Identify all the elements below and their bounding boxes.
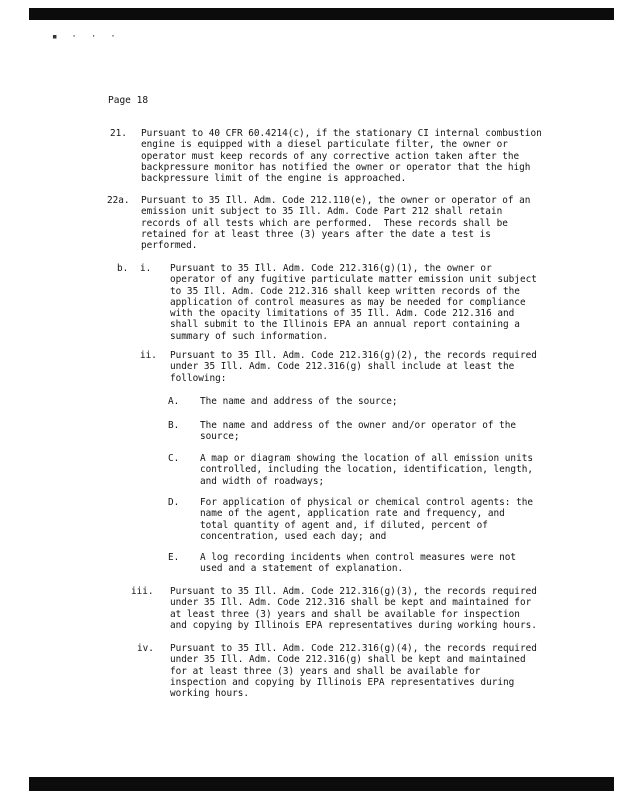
- paragraph-iii: [170, 586, 537, 631]
- text-line: source;: [200, 431, 240, 443]
- paragraph-D: [200, 497, 533, 542]
- text-line: engine is equipped with a diesel particulate filter, the owner or: [141, 139, 508, 151]
- text-line: to 35 Ill. Adm. Code 212.316 shall keep written records of the: [170, 285, 520, 297]
- text-line: total quantity of agent and, if diluted, percent of: [200, 519, 488, 531]
- item-label-iv: iv.: [137, 643, 154, 654]
- text-line: backpressure limit of the engine is approached.: [141, 173, 407, 185]
- item-label-A: A.: [168, 396, 180, 407]
- item-label-B: B.: [168, 420, 180, 431]
- paragraph-B: [200, 420, 516, 443]
- text-line: Pursuant to 40 CFR 60.4214(c), if the stationary CI internal combustion: [141, 128, 542, 139]
- paragraph-b-i: [170, 263, 537, 342]
- text-line: under 35 Ill. Adm. Code 212.316(g) shall include at least the: [170, 361, 515, 373]
- scan-edge-top: [29, 8, 614, 20]
- text-line: retained for at least three (3) years after the date a test is: [141, 228, 491, 240]
- text-line: operator of any fugitive particulate matter emission unit subject: [170, 274, 537, 286]
- text-line: For application of physical or chemical control agents: the: [200, 497, 534, 508]
- text-line: with the opacity limitations of 35 Ill. Adm. Code 212.316 and: [170, 308, 515, 320]
- paragraph-iv: [170, 643, 537, 699]
- scan-edge-bottom: [29, 777, 614, 791]
- text-line: and width of roadways;: [200, 475, 325, 487]
- item-label-21: 21.: [110, 128, 127, 139]
- text-line: used and a statement of explanation.: [200, 563, 404, 575]
- text-line: at least three (3) years and shall be available for inspection: [170, 608, 520, 620]
- text-line: backpressure monitor has notified the owner or operator that the high: [141, 161, 531, 173]
- text-line: under 35 Ill. Adm. Code 212.316(g) shall be kept and maintained: [170, 654, 526, 666]
- text-line: A map or diagram showing the location of all emission units: [200, 453, 534, 464]
- text-line: emission unit subject to 35 Ill. Adm. Code Part 212 shall retain: [141, 206, 503, 218]
- text-line: Pursuant to 35 Ill. Adm. Code 212.316(g)(4), the records required: [170, 643, 537, 654]
- text-line: summary of such information.: [170, 330, 329, 342]
- text-line: and copying by Illinois EPA representatives during working hours.: [170, 619, 537, 631]
- text-line: Pursuant to 35 Ill. Adm. Code 212.110(e), the owner or operator of an: [141, 195, 531, 206]
- paragraph-22a: [141, 195, 530, 251]
- text-line: Pursuant to 35 Ill. Adm. Code 212.316(g)(1), the owner or: [170, 263, 492, 274]
- paragraph-E: [200, 552, 516, 575]
- page-number: Page 18: [108, 95, 149, 106]
- paragraph-ii: [170, 350, 537, 384]
- text-line: operator must keep records of any corrective action taken after the: [141, 150, 520, 162]
- text-line: inspection and copying by Illinois EPA representatives during: [170, 676, 515, 688]
- paragraph-21: [141, 128, 542, 184]
- text-line: The name and address of the source;: [200, 396, 398, 407]
- paragraph-A: [200, 396, 398, 407]
- text-line: Pursuant to 35 Ill. Adm. Code 212.316(g)(2), the records required: [170, 350, 537, 361]
- item-label-C: C.: [168, 453, 180, 464]
- text-line: controlled, including the location, identification, length,: [200, 464, 534, 476]
- text-line: under 35 Ill. Adm. Code 212.316 shall be kept and maintained for: [170, 597, 532, 609]
- item-label-ii: ii.: [140, 350, 157, 361]
- text-line: following:: [170, 372, 227, 384]
- text-line: Pursuant to 35 Ill. Adm. Code 212.316(g)(3), the records required: [170, 586, 537, 597]
- item-label-E: E.: [168, 552, 180, 563]
- text-line: performed.: [141, 240, 198, 252]
- item-label-D: D.: [168, 497, 180, 508]
- text-line: working hours.: [170, 688, 250, 700]
- scan-specks: ▪···: [52, 32, 130, 42]
- item-label-b-i: i.: [140, 263, 152, 274]
- text-line: records of all tests which are performed. These records shall be: [141, 217, 508, 229]
- text-line: concentration, used each day; and: [200, 530, 387, 542]
- text-line: name of the agent, application rate and frequency, and: [200, 508, 505, 520]
- text-line: for at least three (3) years and shall be available for: [170, 665, 481, 677]
- text-line: The name and address of the owner and/or operator of the: [200, 420, 517, 431]
- text-line: A log recording incidents when control measures were not: [200, 552, 517, 563]
- text-line: shall submit to the Illinois EPA an annual report containing a: [170, 319, 520, 331]
- text-line: application of control measures as may be needed for compliance: [170, 296, 526, 308]
- item-label-b: b.: [117, 263, 129, 274]
- paragraph-C: [200, 453, 533, 487]
- item-label-iii: iii.: [131, 586, 154, 597]
- item-label-22a: 22a.: [107, 195, 130, 206]
